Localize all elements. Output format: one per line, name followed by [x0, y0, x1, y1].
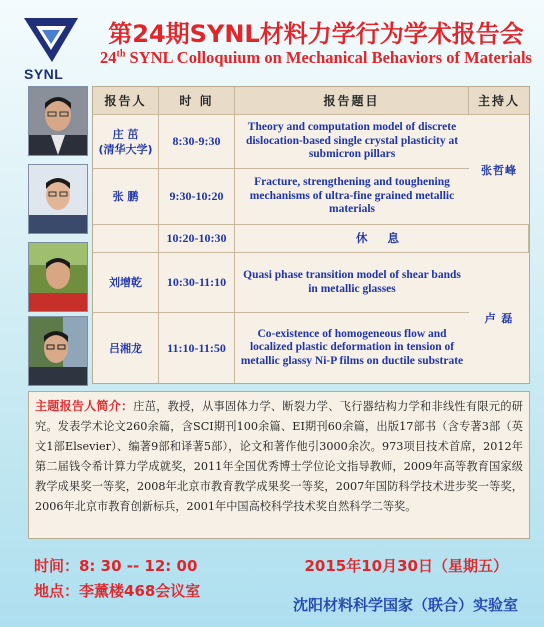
- speaker-photo-liu: [28, 242, 88, 312]
- schedule-table: [92, 86, 530, 384]
- event-date: 2015年10月30日（星期五）: [304, 557, 508, 575]
- speaker-bio: [28, 391, 530, 539]
- page-title-cn: 第24期SYNL材料力学行为学术报告会: [108, 20, 524, 48]
- speaker-photo-lv: [28, 316, 88, 386]
- topic-cell: Co-existence of homogeneous flow and localized plastic deformation in tension of metallic glassy Ni-P films on ductile substrate: [240, 327, 464, 367]
- title-en-ordinal: th: [116, 48, 126, 60]
- table-row-break: [93, 225, 529, 253]
- title-en-text: SYNL Colloquium on Mechanical Behaviors of Materials: [125, 48, 532, 67]
- time-cell: 10:20-10:30: [159, 225, 235, 252]
- table-row: [93, 313, 469, 383]
- table-row: [93, 253, 469, 313]
- table-row: [93, 115, 469, 169]
- host-cell: 卢 磊: [484, 312, 514, 325]
- speaker-cell: [93, 225, 159, 252]
- speaker-cell: 吕湘龙: [93, 313, 159, 383]
- speaker-photos: [28, 86, 88, 386]
- bio-label: 主题报告人简介：: [35, 399, 134, 413]
- organizer: 沈阳材料科学国家（联合）实验室: [292, 596, 518, 614]
- topic-cell: Fracture, strengthening and toughening mechanisms of ultra-fine grained metallic materials: [249, 176, 455, 216]
- time-cell: 10:30-11:10: [159, 253, 235, 312]
- logo-text: SYNL: [24, 66, 64, 82]
- title-en-number: 24: [100, 48, 117, 67]
- header-speaker: 报告人: [93, 87, 159, 114]
- topic-cell: Quasi phase transition model of shear bands in metallic glasses: [243, 269, 461, 295]
- header-host: 主持人: [477, 94, 520, 108]
- break-cell: 休 息: [235, 225, 529, 252]
- table-row: [93, 169, 469, 225]
- speaker-cell: 张 鹏: [93, 169, 159, 224]
- host-cell: 张哲峰: [469, 115, 529, 225]
- topic-cell: Theory and computation model of discrete dislocation-based single crystal plasticity at submicron pillars: [245, 121, 459, 161]
- time-cell: 8:30-9:30: [159, 115, 235, 168]
- event-time: 时间：8: 30 -- 12: 00: [34, 557, 198, 575]
- time-cell: 11:10-11:50: [159, 313, 235, 383]
- event-place: 地点：李薰楼468会议室: [34, 582, 201, 600]
- speaker-photo-zhuang: [28, 86, 88, 156]
- header-topic: 报告题目: [235, 87, 469, 114]
- speaker-photo-zhang: [28, 164, 88, 234]
- header-time: 时 间: [159, 87, 235, 114]
- page-title-en: [92, 48, 540, 68]
- bio-text: 庄茁，教授，从事固体力学、断裂力学、飞行器结构力学和非线性有限元的研究。发表学术论文260余篇，含SCI期刊100余篇、EI期刊60余篇，出版17部书（含专著3部（英文1部Elsevier）、编著9部和译著5部），论文和著作他引3000余次。973项目技术首席，2012年第二届钱令希计算力学成就奖，2011年全国优秀博士学位论文指导教师，2009年高等教育国家级教学成果奖一等奖，2008年北京市教育教学成果奖一等奖，2007年国防科学技术进步奖一等奖，2006年北京市教育创新标兵，2001年中国高校科学技术奖自然科学二等奖。: [35, 400, 523, 513]
- speaker-cell: 庄 茁 (清华大学): [93, 115, 159, 168]
- speaker-cell: 刘增乾: [93, 253, 159, 312]
- table-header-row: [93, 87, 529, 115]
- time-cell: 9:30-10:20: [159, 169, 235, 224]
